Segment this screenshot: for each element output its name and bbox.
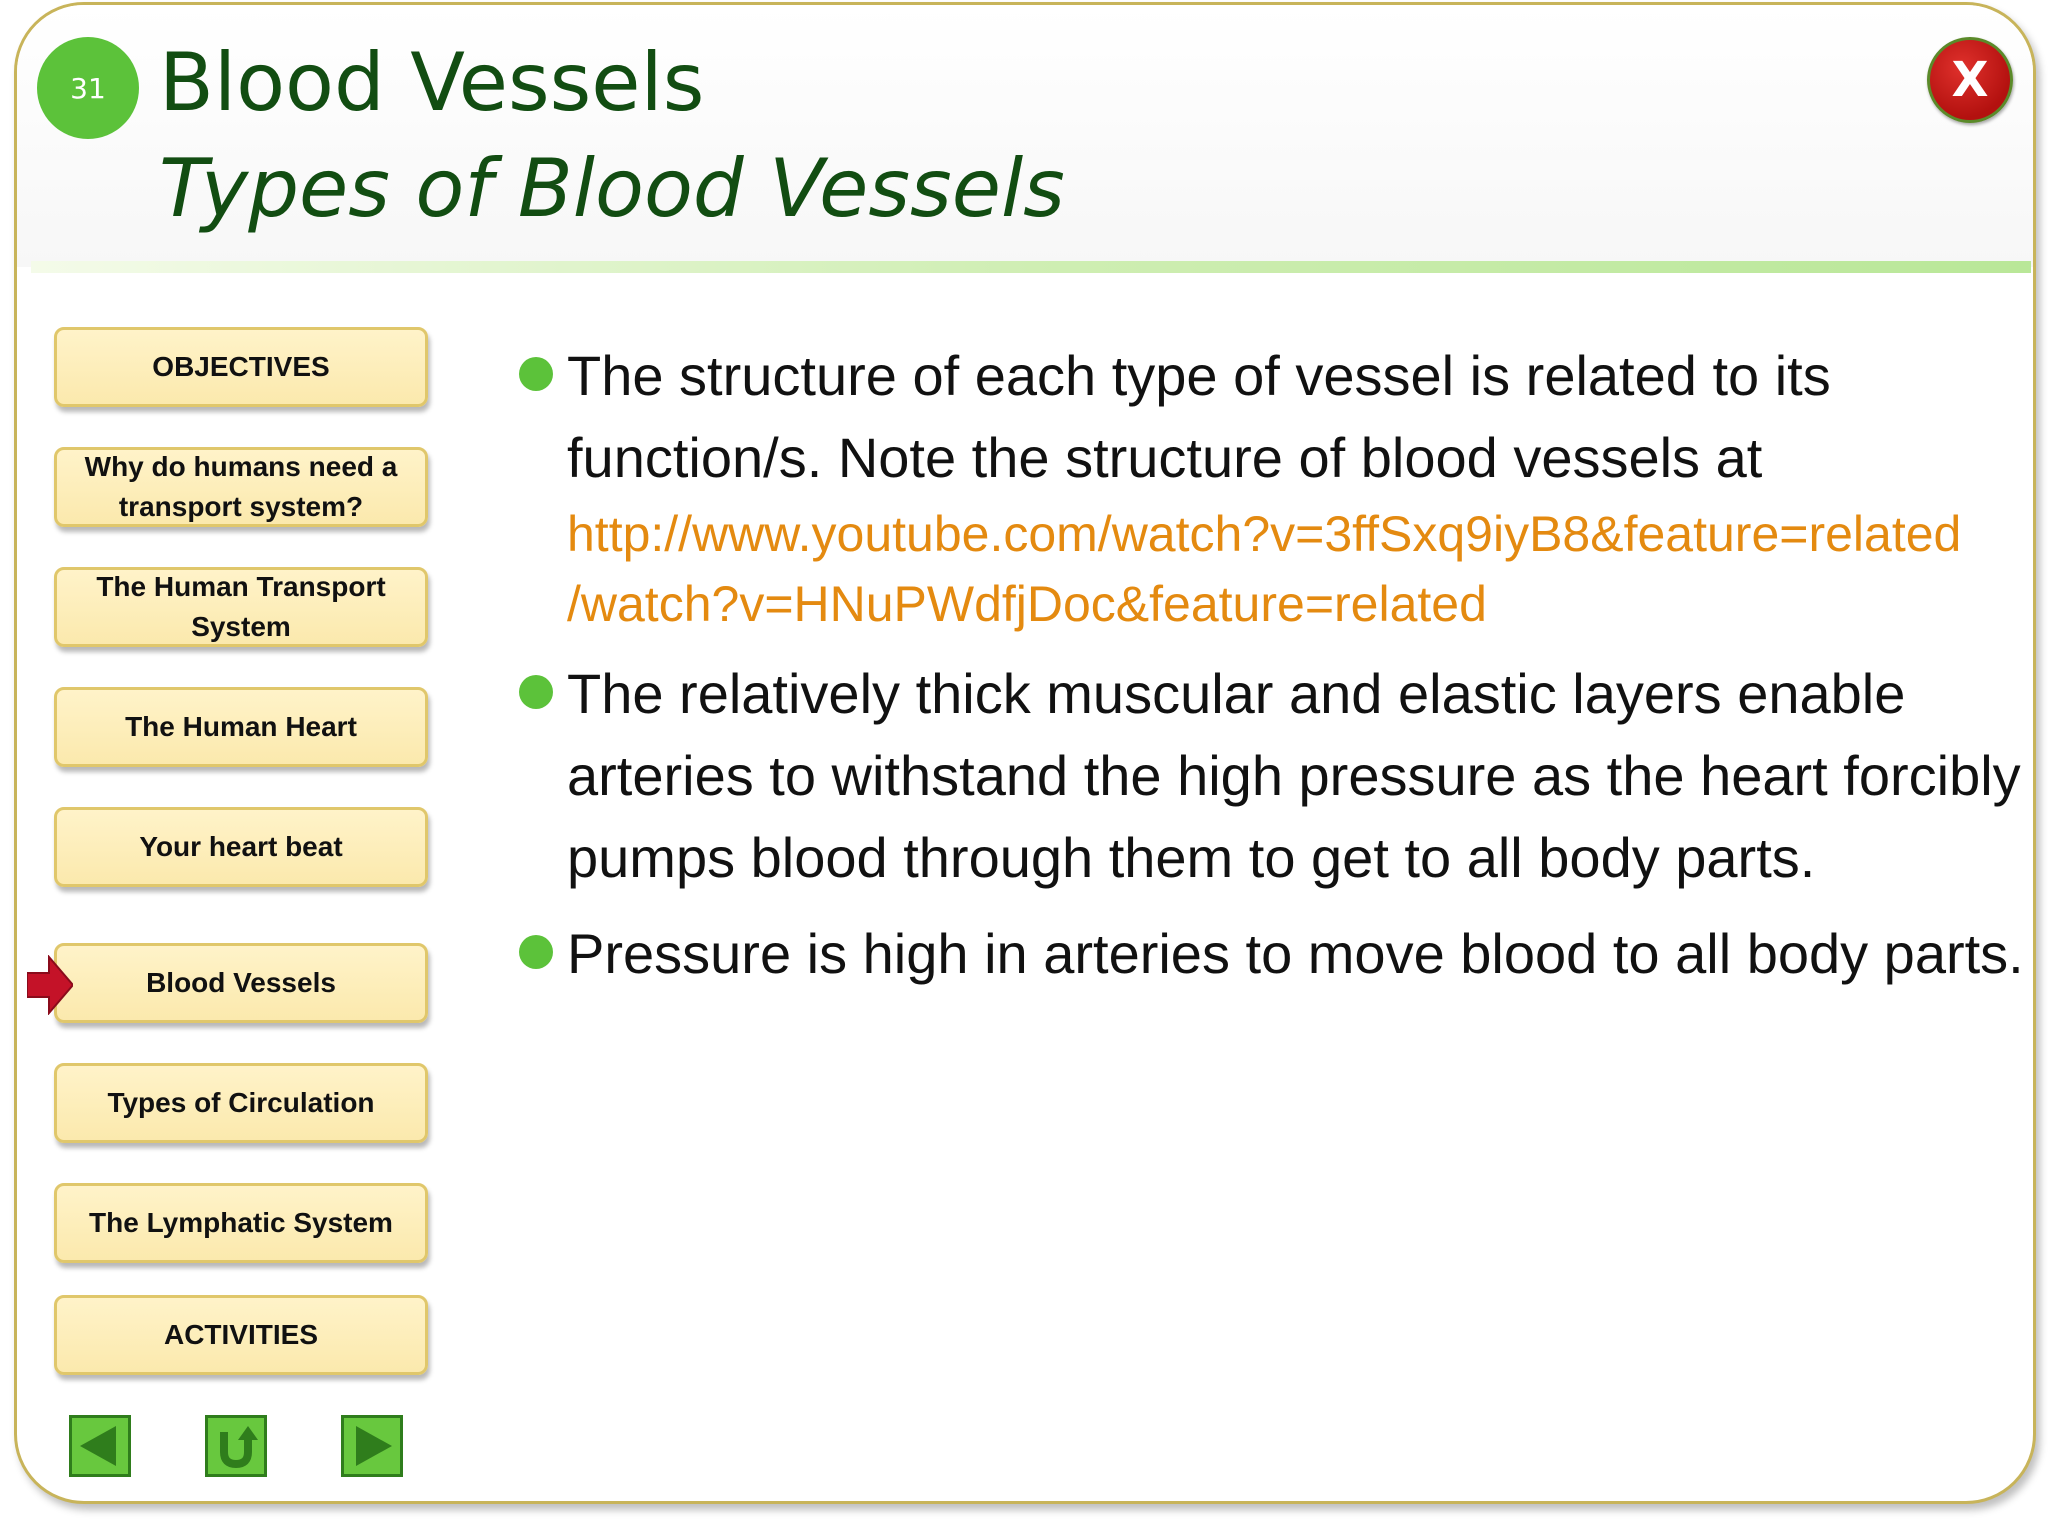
sidebar-item-label: Blood Vessels bbox=[146, 967, 336, 998]
current-section-arrow-icon bbox=[27, 955, 73, 1015]
bullet-text: The relatively thick muscular and elastic layers enable arteries to withstand the high pressure as the heart forcibly pumps blood through them to get to all body parts. bbox=[567, 662, 2021, 889]
close-icon: X bbox=[1951, 52, 1989, 108]
slide-frame bbox=[14, 2, 2036, 1504]
sidebar-item-blood-vessels[interactable] bbox=[54, 943, 428, 1023]
sidebar-item-label: The Human Heart bbox=[125, 711, 357, 742]
sidebar-item-label: Your heart beat bbox=[139, 831, 343, 862]
sidebar-item-why-transport[interactable] bbox=[54, 447, 428, 527]
home-button[interactable] bbox=[205, 1415, 267, 1477]
close-button[interactable] bbox=[1927, 37, 2013, 123]
bullet-icon bbox=[519, 935, 553, 969]
bullet-text: Pressure is high in arteries to move blood to all body parts. bbox=[567, 922, 2024, 985]
video-link-1[interactable]: http://www.youtube.com/watch?v=3ffSxq9iyB8&feature=related bbox=[567, 506, 1962, 562]
bullet-item bbox=[507, 653, 2027, 899]
sidebar-item-label: The Lymphatic System bbox=[89, 1207, 393, 1238]
bullet-icon bbox=[519, 675, 553, 709]
sidebar-item-label: OBJECTIVES bbox=[152, 351, 330, 382]
triangle-left-icon bbox=[72, 1418, 128, 1474]
sidebar-item-label: The Human Transport System bbox=[96, 571, 386, 642]
sidebar-item-human-heart[interactable] bbox=[54, 687, 428, 767]
return-icon bbox=[208, 1418, 264, 1474]
bullet-icon bbox=[519, 357, 553, 391]
sidebar-item-activities[interactable] bbox=[54, 1295, 428, 1375]
sidebar-item-label: Why do humans need a transport system? bbox=[84, 451, 398, 522]
main-content bbox=[507, 335, 2027, 1009]
bullet-item bbox=[507, 913, 2027, 995]
sidebar-item-label: Types of Circulation bbox=[107, 1087, 375, 1118]
sidebar-item-lymphatic-system[interactable] bbox=[54, 1183, 428, 1263]
sidebar-item-label: ACTIVITIES bbox=[163, 1319, 318, 1350]
sidebar-item-types-of-circulation[interactable] bbox=[54, 1063, 428, 1143]
bullet-text: The structure of each type of vessel is related to its function/s. Note the structure of blood vessels at bbox=[567, 344, 1831, 489]
page-subtitle: Types of Blood Vessels bbox=[159, 142, 1065, 235]
triangle-right-icon bbox=[344, 1418, 400, 1474]
sidebar-item-human-transport-system[interactable] bbox=[54, 567, 428, 647]
back-button[interactable] bbox=[69, 1415, 131, 1477]
sidebar-item-heart-beat[interactable] bbox=[54, 807, 428, 887]
sidebar-item-objectives[interactable] bbox=[54, 327, 428, 407]
header-divider bbox=[31, 261, 2031, 273]
page-number-badge: 31 bbox=[37, 37, 139, 139]
video-link-2[interactable]: /watch?v=HNuPWdfjDoc&feature=related bbox=[567, 576, 1487, 632]
forward-button[interactable] bbox=[341, 1415, 403, 1477]
page-title: Blood Vessels bbox=[159, 36, 705, 129]
bullet-item bbox=[507, 335, 2027, 639]
